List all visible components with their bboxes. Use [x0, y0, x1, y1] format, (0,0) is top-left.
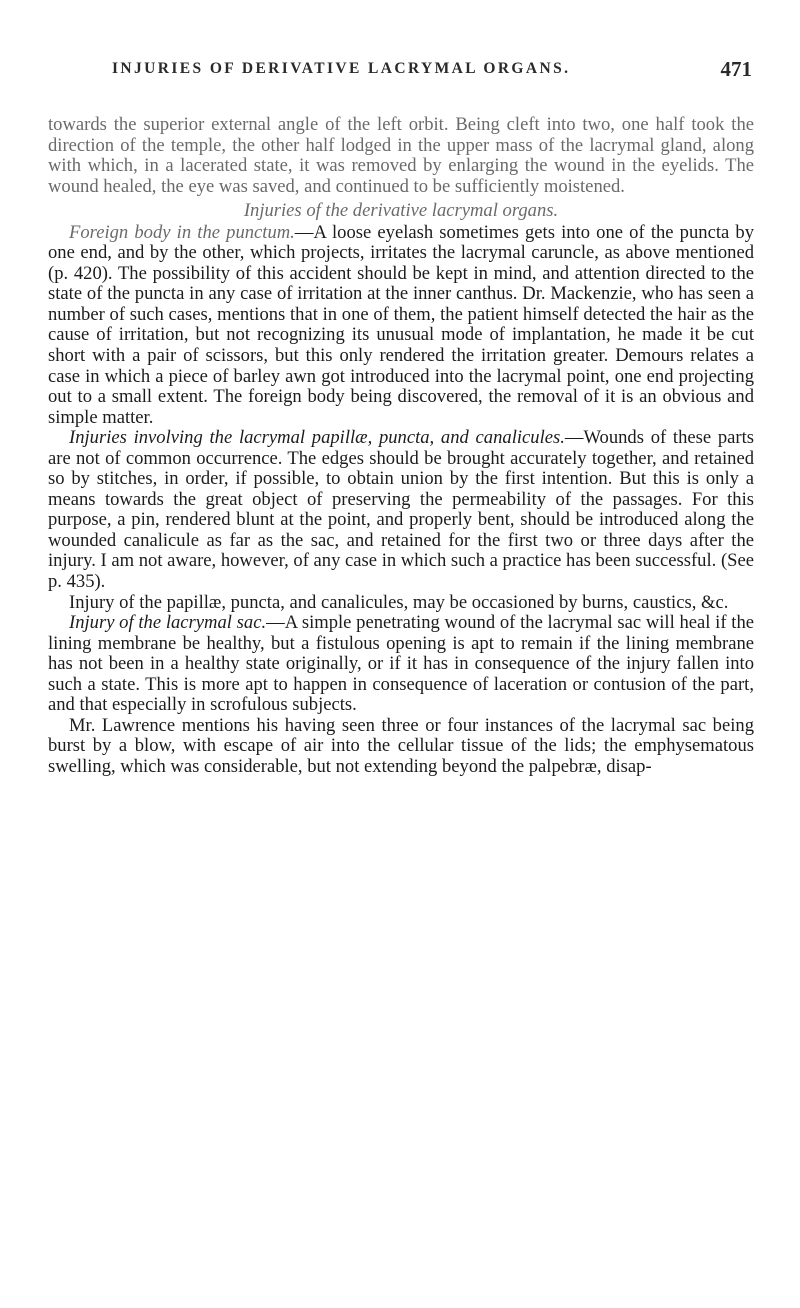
paragraph-lawrence: [48, 716, 754, 778]
section-heading: Injuries of the derivative lacrymal organs.: [243, 200, 559, 222]
paragraph-lacrymal-sac: [48, 613, 754, 716]
run-in-heading: Foreign body in the punctum.: [69, 221, 295, 243]
paragraph-injuries-papillae: [48, 428, 754, 592]
run-in-heading: Injury of the lacrymal sac.: [69, 612, 267, 634]
paragraph-text: —Wounds of these parts are not of common occurrence. The edges should be brought accurately together, and retained so by stitches, in order, if possible, to obtain union by the first intention. But this is only a means towards the great object of preserving the permeability of the passages. For this purpose, a pin, rendered blunt at the point, and properly bent, should be introduced along the wounded canalicule as far as the sac, and retained for the first two or three days after the injury. I am not aware, however, of any case in which such a practice has been successful. (See p. 435).: [48, 427, 755, 593]
page-body: [48, 115, 754, 778]
paragraph-text: Mr. Lawrence mentions his having seen three or four instances of the lacrymal sac being burst by a blow, with escape of air into the cellular tissue of the lids; the emphysematous swelling, which was considerable, but not extending beyond the palpebræ, disap-: [48, 714, 754, 777]
run-in-heading: Injuries involving the lacrymal papillæ, puncta, and canalicules.: [69, 427, 565, 449]
paragraph-text: Injury of the papillæ, puncta, and canalicules, may be occasioned by burns, caustics, &c.: [69, 591, 729, 613]
paragraph-text: —A simple penetrating wound of the lacrymal sac will heal if the lining membrane be healthy, but a fistulous opening is apt to remain if the lining membrane has not been in a healthy state originally, or if it has in consequence of the injury fallen into such a state. This is more apt to happen in consequence of laceration or contusion of the part, and that especially in scrofulous subjects.: [48, 612, 754, 716]
running-head: [112, 57, 754, 84]
paragraph-continuation: [48, 115, 754, 197]
paragraph-text: towards the superior external angle of the left orbit. Being cleft into two, one half took the direction of the temple, the other half lodged in the upper mass of the lacrymal gland, along with which, in a lacerated state, it was removed by enlarging the wound in the eyelids. The wound healed, the eye was saved, and continued to be sufficiently moistened.: [48, 114, 754, 197]
running-head-title: INJURIES OF DERIVATIVE LACRYMAL ORGANS.: [112, 60, 571, 77]
paragraph-burns: [48, 593, 754, 614]
paragraph-text: —A loose eyelash sometimes gets into one of the puncta by one end, and by the other, which projects, irritates the lacrymal caruncle, as above mentioned (p. 420). The possibility of this accident should be kept in mind, and attention directed to the state of the puncta in any case of irritation at the inner canthus. Dr. Mackenzie, who has seen a number of such cases, mentions that in one of them, the patient himself detected the hair as the cause of irritation, but not recognizing its unusual mode of implantation, he made it be cut short with a pair of scissors, but this only rendered the irritation greater. Demours relates a case in which a piece of barley awn got introduced into the lacrymal point, one end projecting out to a small extent. The foreign body being discovered, the removal of it is an obvious and simple matter.: [48, 221, 754, 428]
page-number: 471: [720, 57, 752, 81]
paragraph-foreign-body: [48, 223, 754, 428]
